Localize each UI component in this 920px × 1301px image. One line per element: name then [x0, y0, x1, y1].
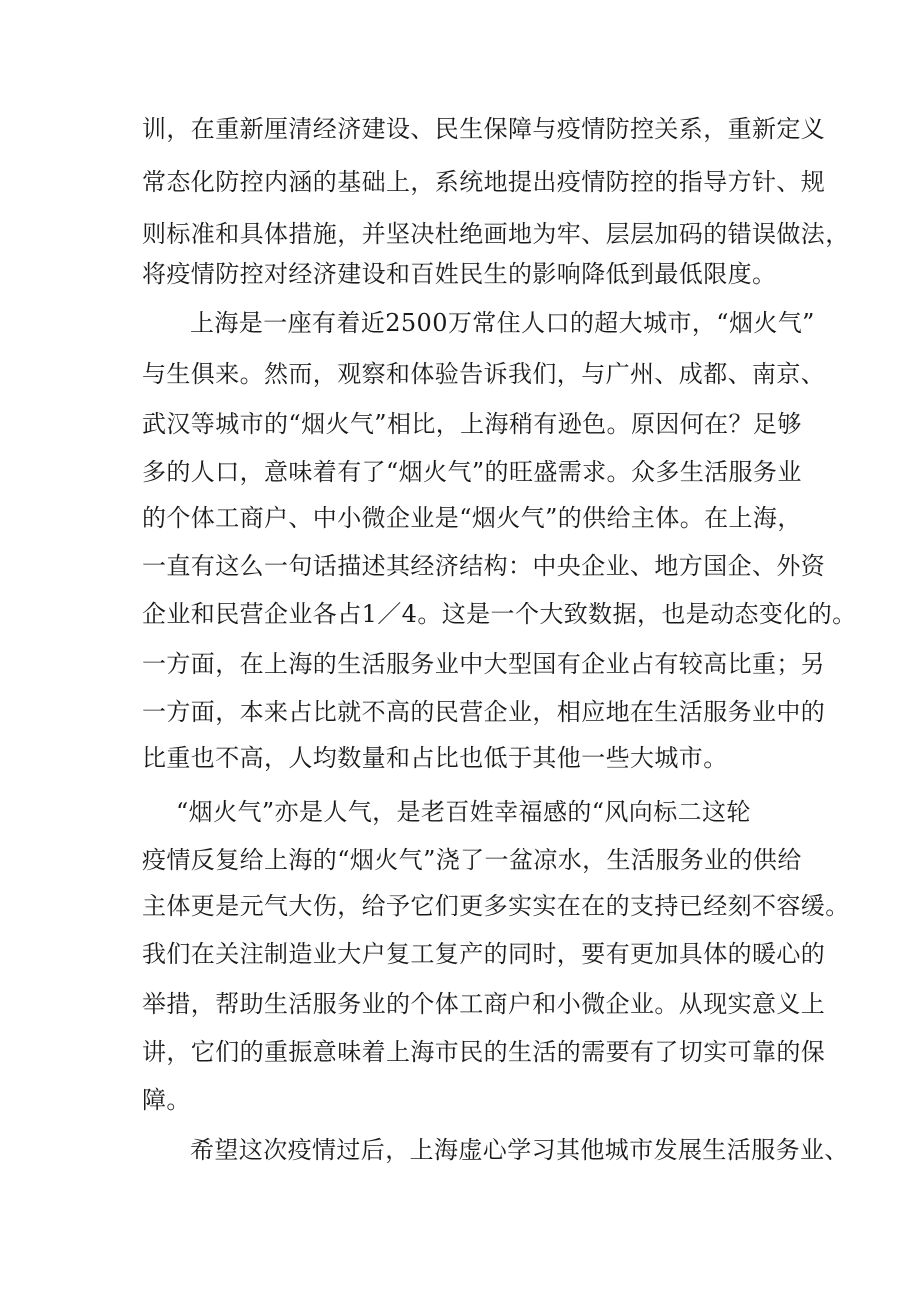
- text-line: 一方面，本来占比就不高的民营企业，相应地在生活服务业中的: [142, 698, 826, 726]
- text-line: 我们在关注制造业大户复工复产的同时，要有更加具体的暖心的: [142, 940, 826, 968]
- text-line: 讲，它们的重振意味着上海市民的生活的需要有了切实可靠的保: [142, 1038, 826, 1066]
- text-line: 希望这次疫情过后，上海虚心学习其他城市发展生活服务业、: [190, 1136, 849, 1164]
- text-line: 训，在重新厘清经济建设、民生保障与疫情防控关系，重新定义: [142, 115, 826, 143]
- text-line: 一方面，在上海的生活服务业中大型国有企业占有较高比重；另: [142, 650, 826, 678]
- text-line: 的个体工商户、中小微企业是“烟火气”的供给主体。在上海，: [142, 504, 802, 532]
- text-line: “烟火气”亦是人气，是老百姓幸福感的“风向标二这轮: [176, 798, 751, 826]
- text-line: 与生俱来。然而，观察和体验告诉我们，与广州、成都、南京、: [142, 360, 826, 388]
- text-line: 一直有这么一句话描述其经济结构：中央企业、地方国企、外资: [142, 552, 826, 580]
- text-line: 将疫情防控对经济建设和百姓民生的影响降低到最低限度。: [142, 260, 777, 288]
- text-line: 疫情反复给上海的“烟火气”浇了一盆凉水，生活服务业的供给: [142, 846, 802, 874]
- text-line: 上海是一座有着近2500万常住人口的超大城市，“烟火气”: [190, 309, 815, 337]
- text-line: 障。: [142, 1086, 191, 1114]
- text-line: 多的人口，意味着有了“烟火气”的旺盛需求。众多生活服务业: [142, 458, 802, 486]
- text-line: 主体更是元气大伤，给予它们更多实实在在的支持已经刻不容缓。: [142, 892, 850, 920]
- text-line: 常态化防控内涵的基础上，系统地提出疫情防控的指导方针、规: [142, 168, 826, 196]
- text-line: 武汉等城市的“烟火气”相比，上海稍有逊色。原因何在？足够: [142, 410, 802, 438]
- text-line: 企业和民营企业各占1／4。这是一个大致数据，也是动态变化的。: [142, 600, 857, 628]
- text-line: 则标准和具体措施，并坚决杜绝画地为牢、层层加码的错误做法，: [142, 220, 850, 248]
- text-line: 举措，帮助生活服务业的个体工商户和小微企业。从现实意义上: [142, 990, 826, 1018]
- text-line: 比重也不高，人均数量和占比也低于其他一些大城市。: [142, 744, 728, 772]
